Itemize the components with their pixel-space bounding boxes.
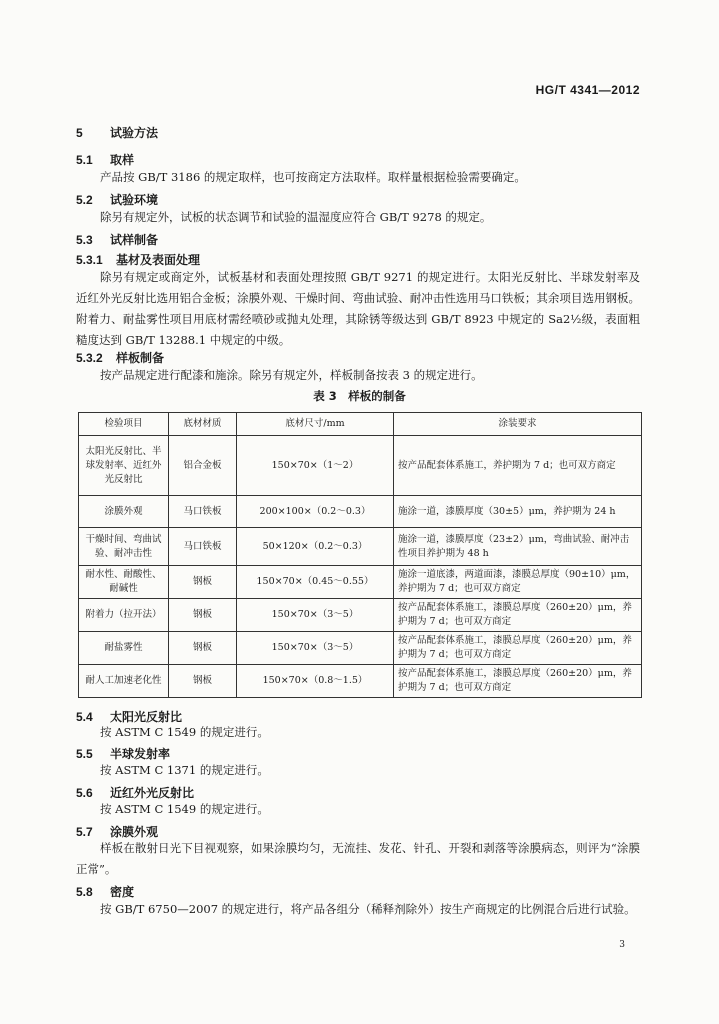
cell-substrate: 钢板 xyxy=(169,632,237,665)
cell-requirement: 按产品配套体系施工，漆膜总厚度（260±20）μm，养护期为 7 d；也可双方商定 xyxy=(394,632,642,665)
cell-size: 50×120×（0.2～0.3） xyxy=(237,528,394,566)
table-row xyxy=(79,496,642,528)
cell-size: 150×70×（0.45～0.55） xyxy=(237,566,394,599)
cell-requirement: 按产品配套体系施工，漆膜总厚度（260±20）μm，养护期为 7 d；也可双方商定 xyxy=(394,599,642,632)
section-5-heading xyxy=(76,124,158,141)
section-number: 5.6 xyxy=(76,786,93,800)
section-5-4-text: 按 ASTM C 1549 的规定进行。 xyxy=(100,725,269,739)
cell-size: 150×70×（0.8～1.5） xyxy=(237,665,394,698)
section-5-3-1-heading xyxy=(76,251,200,268)
section-5-5-text: 按 ASTM C 1371 的规定进行。 xyxy=(100,763,269,777)
cell-substrate: 钢板 xyxy=(169,665,237,698)
section-5-3-2-heading xyxy=(76,349,164,366)
cell-test-item: 耐盐雾性 xyxy=(79,632,169,665)
table-row xyxy=(79,632,642,665)
section-title: 基材及表面处理 xyxy=(116,253,201,267)
header-cell: 检验项目 xyxy=(79,413,169,436)
section-5-3-heading xyxy=(76,231,158,248)
section-title: 试验方法 xyxy=(110,126,159,140)
cell-requirement: 施涂一道，漆膜厚度（30±5）μm，养护期为 24 h xyxy=(394,496,642,528)
table-row xyxy=(79,436,642,496)
section-5-3-1-text: 除另有规定或商定外，试板基材和表面处理按照 GB/T 9271 的规定进行。太阳光反射比、半球发射率及近红外光反射比选用铝合金板；涂膜外观、干燥时间、弯曲试验、耐冲击性选用马口铁板；其余项目选用钢板。附着力、耐盐雾性项目用底材需经喷砂或抛丸处理，其除锈等级达到 GB/T 8923 中规定的 Sa2½级，表面粗糙度达到 GB/T 13288.1 中规定的中级。 xyxy=(76,270,640,347)
cell-test-item: 耐水性、耐酸性、耐碱性 xyxy=(79,566,169,599)
section-5-2-text: 除另有规定外，试板的状态调节和试验的温湿度应符合 GB/T 9278 的规定。 xyxy=(100,210,492,224)
cell-test-item: 太阳光反射比、半球发射率、近红外光反射比 xyxy=(79,436,169,496)
table-row xyxy=(79,599,642,632)
table-header-row xyxy=(79,413,642,436)
table-caption: 表 3 样板的制备 xyxy=(313,389,406,403)
cell-requirement: 按产品配套体系施工，养护期为 7 d；也可双方商定 xyxy=(394,436,642,496)
sample-preparation-table xyxy=(78,412,642,698)
header-cell: 涂装要求 xyxy=(394,413,642,436)
table-row xyxy=(79,528,642,566)
cell-size: 150×70×（3～5） xyxy=(237,632,394,665)
section-5-8-heading xyxy=(76,883,134,900)
section-title: 试验环境 xyxy=(110,193,159,207)
section-title: 试样制备 xyxy=(110,233,159,247)
section-number: 5.8 xyxy=(76,885,93,899)
cell-requirement: 施涂一道，漆膜厚度（23±2）μm，弯曲试验、耐冲击性项目养护期为 48 h xyxy=(394,528,642,566)
standard-code: HG/T 4341—2012 xyxy=(535,83,640,97)
section-title: 涂膜外观 xyxy=(110,825,159,839)
section-number: 5.3.2 xyxy=(76,351,103,365)
cell-size: 150×70×（1～2） xyxy=(237,436,394,496)
section-number: 5.4 xyxy=(76,710,93,724)
section-number: 5.2 xyxy=(76,193,93,207)
cell-requirement: 按产品配套体系施工，漆膜总厚度（260±20）μm，养护期为 7 d；也可双方商定 xyxy=(394,665,642,698)
section-5-2-heading xyxy=(76,191,158,208)
section-number: 5.3 xyxy=(76,233,93,247)
section-5-1-heading xyxy=(76,151,134,168)
page-number: 3 xyxy=(619,940,625,950)
section-title: 密度 xyxy=(110,885,135,899)
cell-substrate: 钢板 xyxy=(169,566,237,599)
section-number: 5.7 xyxy=(76,825,93,839)
section-number: 5.1 xyxy=(76,153,93,167)
cell-test-item: 附着力（拉开法） xyxy=(79,599,169,632)
cell-test-item: 耐人工加速老化性 xyxy=(79,665,169,698)
header-cell: 底材材质 xyxy=(169,413,237,436)
table-row xyxy=(79,665,642,698)
section-number: 5.3.1 xyxy=(76,253,103,267)
header-cell: 底材尺寸/mm xyxy=(237,413,394,436)
cell-test-item: 涂膜外观 xyxy=(79,496,169,528)
section-title: 样板制备 xyxy=(116,351,165,365)
section-number: 5 xyxy=(76,126,83,140)
cell-substrate: 马口铁板 xyxy=(169,496,237,528)
section-5-1-text: 产品按 GB/T 3186 的规定取样，也可按商定方法取样。取样量根据检验需要确定。 xyxy=(100,170,526,184)
section-5-3-2-text: 按产品规定进行配漆和施涂。除另有规定外，样板制备按表 3 的规定进行。 xyxy=(100,368,483,382)
cell-size: 150×70×（3～5） xyxy=(237,599,394,632)
cell-size: 200×100×（0.2～0.3） xyxy=(237,496,394,528)
section-5-8-text: 按 GB/T 6750—2007 的规定进行，将产品各组分（稀释剂除外）按生产商规定的比例混合后进行试验。 xyxy=(100,902,636,916)
section-5-7-text: 样板在散射日光下目视观察，如果涂膜均匀，无流挂、发花、针孔、开裂和剥落等涂膜病态，则评为“涂膜正常”。 xyxy=(76,841,640,876)
section-number: 5.5 xyxy=(76,747,93,761)
section-title: 太阳光反射比 xyxy=(110,710,183,724)
section-5-6-text: 按 ASTM C 1549 的规定进行。 xyxy=(100,802,269,816)
cell-test-item: 干燥时间、弯曲试验、耐冲击性 xyxy=(79,528,169,566)
section-title: 半球发射率 xyxy=(110,747,171,761)
cell-substrate: 铝合金板 xyxy=(169,436,237,496)
cell-substrate: 马口铁板 xyxy=(169,528,237,566)
table-row xyxy=(79,566,642,599)
cell-requirement: 施涂一道底漆，两道面漆，漆膜总厚度（90±10）μm，养护期为 7 d；也可双方商定 xyxy=(394,566,642,599)
section-title: 近红外光反射比 xyxy=(110,786,195,800)
section-title: 取样 xyxy=(110,153,135,167)
cell-substrate: 钢板 xyxy=(169,599,237,632)
